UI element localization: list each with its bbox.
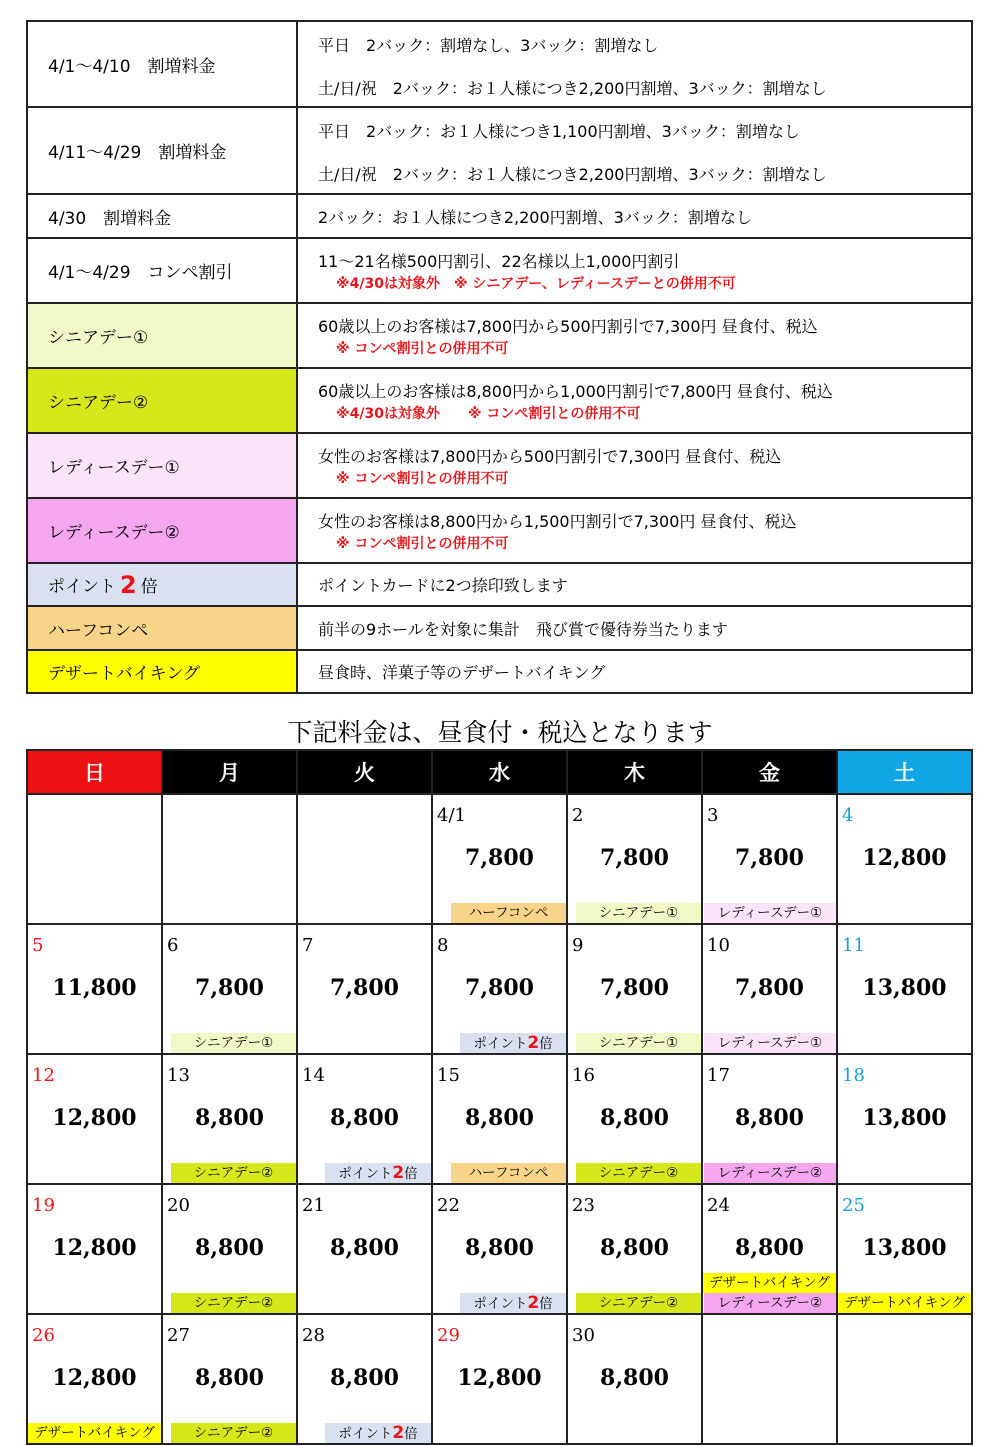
calendar-day-cell[interactable] [703, 1185, 838, 1315]
senior2-tag: シニアデー② [171, 1423, 296, 1443]
day-price: 8,800 [330, 1105, 399, 1131]
half-tag: ハーフコンペ [451, 1163, 566, 1183]
day-event-tags [28, 1423, 161, 1443]
info-row [28, 369, 971, 434]
day-price: 8,800 [195, 1235, 264, 1261]
calendar-day-cell [163, 795, 298, 925]
day-price: 7,800 [465, 975, 534, 1001]
calendar-day-cell[interactable] [163, 1055, 298, 1185]
tag-suffix: 倍 [404, 1166, 418, 1182]
day-event-tags [568, 1033, 701, 1053]
info-row [28, 195, 971, 239]
day-price: 12,800 [52, 1105, 137, 1131]
day-event-tags [433, 1163, 566, 1183]
day-event-tags [568, 903, 701, 923]
day-number: 13 [167, 1065, 190, 1086]
day-price: 7,800 [195, 975, 264, 1001]
info-content [298, 607, 971, 649]
day-number: 2 [572, 805, 584, 826]
point-tag [325, 1163, 431, 1183]
point-tag [325, 1423, 431, 1443]
day-price: 8,800 [600, 1365, 669, 1391]
info-row [28, 564, 971, 607]
day-price: 8,800 [195, 1365, 264, 1391]
info-line: 土/日/祝 2バック：お１人様につき2,200円割増、3バック：割増なし [318, 165, 827, 184]
calendar-day-cell[interactable] [433, 1185, 568, 1315]
tag-number: 2 [527, 1293, 540, 1313]
ladies1-tag: レディースデー① [704, 1033, 836, 1053]
tag-suffix: 倍 [539, 1036, 553, 1052]
calendar-day-cell[interactable] [568, 1185, 703, 1315]
info-note: ※4/30は対象外 ※ シニアデー、レディースデーとの併用不可 [336, 276, 736, 292]
ladies-day-1-label: レディースデー① [28, 434, 298, 497]
day-number: 22 [437, 1195, 460, 1216]
half-compe-label: ハーフコンペ [28, 607, 298, 649]
day-price: 8,800 [330, 1365, 399, 1391]
day-price: 8,800 [465, 1105, 534, 1131]
day-number: 28 [302, 1325, 325, 1346]
info-content [298, 651, 971, 692]
day-event-tags [163, 1033, 296, 1053]
day-number: 26 [32, 1325, 55, 1346]
ladies-day-2-label: レディースデー② [28, 499, 298, 562]
day-price: 12,800 [457, 1365, 542, 1391]
info-row [28, 22, 971, 108]
calendar-day-cell[interactable] [568, 1315, 703, 1445]
day-number: 21 [302, 1195, 325, 1216]
day-event-tags [163, 1293, 296, 1313]
info-content [298, 564, 971, 605]
rate-info-table [26, 20, 973, 694]
day-price: 7,800 [465, 845, 534, 871]
calendar-day-cell[interactable] [838, 795, 973, 925]
info-content [298, 195, 971, 237]
info-label: 4/30 割増料金 [28, 195, 298, 237]
day-event-tags [703, 1163, 836, 1183]
day-number: 27 [167, 1325, 190, 1346]
weekday-header: 火 [298, 751, 433, 795]
day-price: 7,800 [600, 845, 669, 871]
calendar-day-cell[interactable] [838, 1185, 973, 1315]
tag-text: ポイント [338, 1426, 393, 1442]
info-label: 4/1～4/10 割増料金 [28, 22, 298, 106]
ladies2-tag: レディースデー② [704, 1293, 836, 1313]
info-row [28, 434, 971, 499]
info-line: 60歳以上のお客様は7,800円から500円割引で7,300円 昼食付、税込 [318, 317, 818, 336]
calendar-day-cell[interactable] [568, 795, 703, 925]
day-number: 15 [437, 1065, 460, 1086]
info-row [28, 607, 971, 651]
day-price: 13,800 [862, 1235, 947, 1261]
day-event-tags [433, 1033, 566, 1053]
day-number: 4/1 [437, 805, 466, 826]
weekday-header: 金 [703, 751, 838, 795]
day-price: 7,800 [330, 975, 399, 1001]
day-number: 14 [302, 1065, 325, 1086]
info-note: ※4/30は対象外 ※ コンペ割引との併用不可 [336, 406, 641, 422]
dessert-tag: デザートバイキング [838, 1293, 971, 1313]
calendar-day-cell[interactable] [838, 1055, 973, 1185]
info-line: 60歳以上のお客様は8,800円から1,000円割引で7,800円 昼食付、税込 [318, 382, 833, 401]
day-number: 7 [302, 935, 314, 956]
senior1-tag: シニアデー① [576, 903, 701, 923]
day-event-tags [433, 903, 566, 923]
info-line: 土/日/祝 2バック：お１人様につき2,200円割増、3バック：割増なし [318, 79, 827, 98]
senior2-tag: シニアデー② [171, 1163, 296, 1183]
calendar-day-cell [703, 1315, 838, 1445]
info-content [298, 22, 971, 106]
calendar-day-cell[interactable] [28, 1185, 163, 1315]
tag-text: ポイント [473, 1036, 528, 1052]
calendar-day-cell[interactable] [568, 925, 703, 1055]
day-event-tags [703, 1033, 836, 1053]
info-line: 前半の9ホールを対象に集計 飛び賞で優待券当たります [318, 619, 728, 639]
calendar-day-cell[interactable] [433, 1055, 568, 1185]
day-event-tags [703, 903, 836, 923]
info-line: 平日 2バック：割増なし、3バック：割増なし [318, 36, 659, 55]
calendar-day-cell[interactable] [28, 1055, 163, 1185]
day-number: 10 [707, 935, 730, 956]
day-number: 19 [32, 1195, 55, 1216]
tag-number: 2 [392, 1423, 405, 1443]
info-content [298, 499, 971, 562]
day-event-tags [433, 1293, 566, 1313]
calendar-day-cell[interactable] [568, 1055, 703, 1185]
info-content [298, 369, 971, 432]
info-line: 女性のお客様は7,800円から500円割引で7,300円 昼食付、税込 [318, 447, 782, 466]
weekday-header: 日 [28, 751, 163, 795]
tag-text: ポイント [473, 1296, 528, 1312]
point-label-suffix: 倍 [140, 577, 158, 597]
calendar-day-cell[interactable] [433, 1315, 568, 1445]
calendar-day-cell[interactable] [298, 1185, 433, 1315]
day-price: 8,800 [600, 1105, 669, 1131]
calendar-day-cell[interactable] [433, 795, 568, 925]
day-number: 23 [572, 1195, 595, 1216]
day-event-tags [163, 1163, 296, 1183]
weekday-header: 水 [433, 751, 568, 795]
day-price: 8,800 [735, 1235, 804, 1261]
day-number: 9 [572, 935, 584, 956]
day-price: 12,800 [52, 1235, 137, 1261]
calendar-day-cell[interactable] [163, 1315, 298, 1445]
info-content [298, 304, 971, 367]
ladies1-tag: レディースデー① [704, 903, 836, 923]
info-content [298, 108, 971, 193]
calendar-day-cell[interactable] [298, 1315, 433, 1445]
info-note: ※ コンペ割引との併用不可 [336, 471, 509, 487]
senior-day-2-label: シニアデー② [28, 369, 298, 432]
price-calendar [26, 749, 973, 1445]
day-price: 7,800 [735, 845, 804, 871]
day-price: 8,800 [465, 1235, 534, 1261]
calendar-day-cell[interactable] [163, 1185, 298, 1315]
day-number: 12 [32, 1065, 55, 1086]
day-price: 12,800 [52, 1365, 137, 1391]
point-tag [460, 1293, 566, 1313]
calendar-day-cell[interactable] [703, 925, 838, 1055]
dessert-tag: デザートバイキング [28, 1423, 161, 1443]
calendar-day-cell [298, 795, 433, 925]
day-number: 4 [842, 805, 854, 826]
calendar-day-cell [28, 795, 163, 925]
day-price: 12,800 [862, 845, 947, 871]
weekday-header: 木 [568, 751, 703, 795]
info-label: 4/1～4/29 コンペ割引 [28, 239, 298, 302]
info-line: 昼食時、洋菓子等のデザートバイキング [318, 663, 606, 682]
day-price: 13,800 [862, 1105, 947, 1131]
dessert-buffet-label: デザートバイキング [28, 651, 298, 692]
day-number: 25 [842, 1195, 865, 1216]
day-number: 24 [707, 1195, 730, 1216]
info-content [298, 239, 971, 302]
calendar-day-cell[interactable] [28, 925, 163, 1055]
info-row [28, 108, 971, 195]
day-number: 3 [707, 805, 719, 826]
day-price: 13,800 [862, 975, 947, 1001]
info-line: 女性のお客様は8,800円から1,500円割引で7,300円 昼食付、税込 [318, 512, 797, 531]
point-tag [460, 1033, 566, 1053]
day-number: 16 [572, 1065, 595, 1086]
day-price: 8,800 [330, 1235, 399, 1261]
day-event-tags [298, 1163, 431, 1183]
day-event-tags [298, 1423, 431, 1443]
senior1-tag: シニアデー① [171, 1033, 296, 1053]
day-number: 8 [437, 935, 449, 956]
point-double-label [28, 564, 298, 605]
calendar-day-cell[interactable] [298, 1055, 433, 1185]
calendar-day-cell[interactable] [838, 925, 973, 1055]
senior2-tag: シニアデー② [576, 1163, 701, 1183]
point-label-text: ポイント [48, 577, 116, 597]
point-label-number: 2 [120, 570, 137, 599]
info-line: 11～21名様500円割引、22名様以上1,000円割引 [318, 252, 680, 271]
day-number: 20 [167, 1195, 190, 1216]
calendar-day-cell[interactable] [433, 925, 568, 1055]
info-row [28, 239, 971, 304]
day-number: 11 [842, 935, 865, 956]
info-row [28, 651, 971, 694]
info-label: 4/11～4/29 割増料金 [28, 108, 298, 193]
info-row [28, 499, 971, 564]
day-number: 18 [842, 1065, 865, 1086]
info-content [298, 434, 971, 497]
senior1-tag: シニアデー① [576, 1033, 701, 1053]
info-line: 平日 2バック：お１人様につき1,100円割増、3バック：割増なし [318, 122, 800, 141]
ladies2-tag: レディースデー② [704, 1163, 836, 1183]
day-price: 11,800 [52, 975, 137, 1001]
day-number: 5 [32, 935, 44, 956]
senior2-tag: シニアデー② [171, 1293, 296, 1313]
day-number: 6 [167, 935, 179, 956]
day-event-tags [568, 1163, 701, 1183]
tag-suffix: 倍 [404, 1426, 418, 1442]
half-tag: ハーフコンペ [451, 903, 566, 923]
dessert-tag: デザートバイキング [703, 1273, 836, 1293]
calendar-day-cell[interactable] [703, 1055, 838, 1185]
info-row [28, 304, 971, 369]
info-line: 2バック：お１人様につき2,200円割増、3バック：割増なし [318, 207, 752, 227]
weekday-header: 月 [163, 751, 298, 795]
weekday-header: 土 [838, 751, 973, 795]
calendar-day-cell [838, 1315, 973, 1445]
day-number: 29 [437, 1325, 460, 1346]
calendar-day-cell[interactable] [28, 1315, 163, 1445]
day-price: 7,800 [600, 975, 669, 1001]
day-event-tags [163, 1423, 296, 1443]
senior2-tag: シニアデー② [576, 1293, 701, 1313]
calendar-day-cell[interactable] [163, 925, 298, 1055]
tag-text: ポイント [338, 1166, 393, 1182]
day-price: 8,800 [195, 1105, 264, 1131]
day-event-tags [703, 1273, 836, 1313]
calendar-title: 下記料金は、昼食付・税込となります [287, 718, 713, 747]
day-price: 7,800 [735, 975, 804, 1001]
tag-number: 2 [392, 1163, 405, 1183]
day-price: 8,800 [600, 1235, 669, 1261]
info-note: ※ コンペ割引との併用不可 [336, 536, 509, 552]
tag-suffix: 倍 [539, 1296, 553, 1312]
info-note: ※ コンペ割引との併用不可 [336, 341, 509, 357]
day-price: 8,800 [735, 1105, 804, 1131]
day-number: 30 [572, 1325, 595, 1346]
calendar-day-cell[interactable] [703, 795, 838, 925]
senior-day-1-label: シニアデー① [28, 304, 298, 367]
info-line: ポイントカードに2つ捺印致します [318, 576, 568, 595]
day-event-tags [568, 1293, 701, 1313]
day-event-tags [838, 1293, 971, 1313]
calendar-day-cell[interactable] [298, 925, 433, 1055]
day-number: 17 [707, 1065, 730, 1086]
tag-number: 2 [527, 1033, 540, 1053]
